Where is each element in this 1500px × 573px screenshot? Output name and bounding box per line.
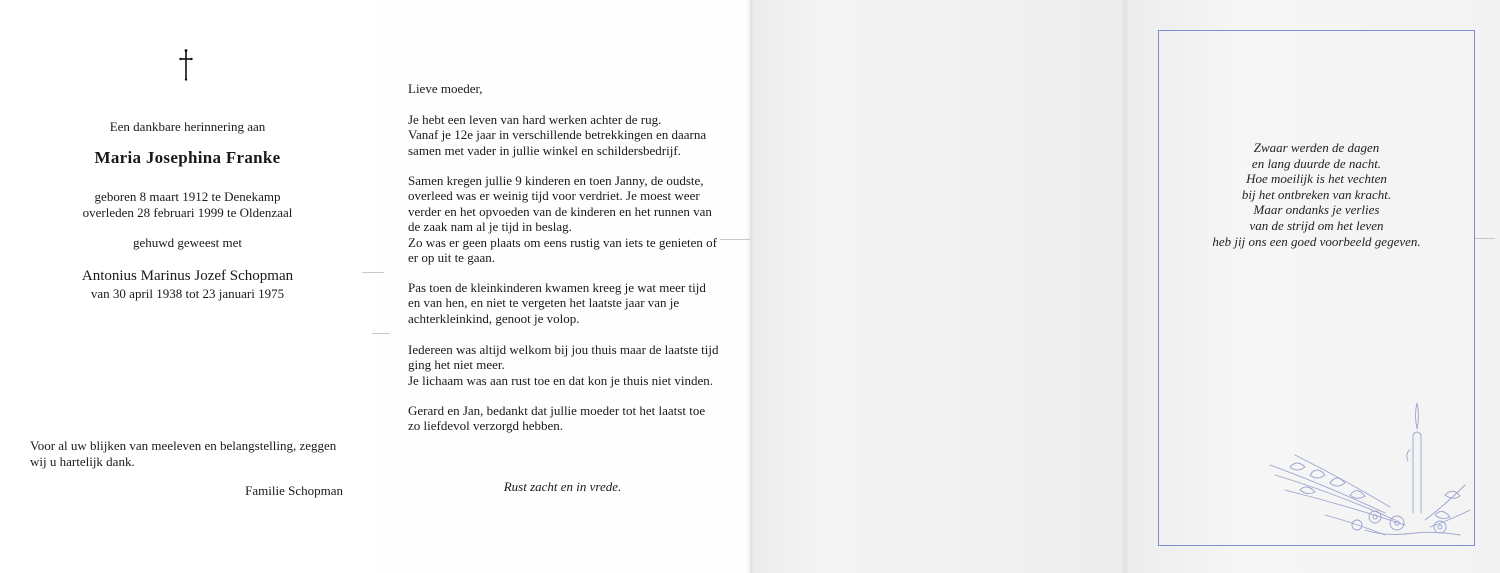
poem-line: Maar ondanks je verlies: [1253, 202, 1380, 218]
letter-line: en van hen, en niet te vergeten het laatste jaar van je: [408, 295, 680, 311]
closing-line: Rust zacht en in vrede.: [503, 479, 622, 494]
letter-paragraph-3: [408, 280, 718, 326]
letter-paragraph-2: [408, 173, 718, 265]
right-fold: [1121, 0, 1129, 573]
poem-line: Hoe moeilijk is het vechten: [1246, 171, 1387, 187]
scan-mark: [372, 333, 390, 334]
letter-line: verder en het opvoeden van de kinderen en het runnen van: [408, 203, 712, 219]
letter-line: de zaak nam al je tijd in beslag.: [408, 219, 572, 235]
letter-line: Gerard en Jan, bedankt dat jullie moeder tot het laatst toe: [408, 403, 706, 418]
letter-line: ging het niet meer.: [408, 357, 505, 373]
letter-line: Vanaf je 12e jaar in verschillende betrekkingen en daarna: [408, 127, 707, 143]
letter-salutation: Lieve moeder,: [408, 81, 483, 96]
marriage-dates: van 30 april 1938 tot 23 januari 1975: [90, 286, 285, 301]
letter-line: samen met vader in jullie winkel en schildersbedrijf.: [408, 142, 681, 158]
poem-line: van de strijd om het leven: [1249, 217, 1384, 233]
letter-line: achterkleinkind, genoot je volop.: [408, 310, 580, 326]
poem-line: heb jij ons een goed voorbeeld gegeven.: [1212, 233, 1421, 249]
poem-line: Zwaar werden de dagen: [1253, 140, 1380, 155]
married-label: gehuwd geweest met: [132, 235, 243, 250]
birth-line: geboren 8 maart 1912 te Denekamp: [94, 189, 281, 204]
deceased-name: Maria Josephina Franke: [94, 148, 281, 167]
letter-paragraph-4: [408, 342, 718, 388]
thanks-line-2: wij u hartelijk dank.: [30, 454, 135, 469]
spouse-name: Antonius Marinus Jozef Schopman: [81, 268, 294, 284]
scan-mark: [720, 239, 750, 240]
letter-line: Pas toen de kleinkinderen kwamen kreeg je wat meer tijd: [408, 280, 706, 295]
family-signature: Familie Schopman: [245, 483, 343, 498]
letter-paragraph-5: [408, 403, 718, 434]
panel-blank: [750, 0, 1125, 573]
letter-line: Je hebt een leven van hard werken achter de rug.: [408, 112, 662, 127]
scan-mark: [362, 272, 384, 273]
cross-icon: [178, 48, 194, 82]
letter-line: Zo was er geen plaats om eens rustig van iets te genieten of: [408, 234, 718, 250]
intro-text: Een dankbare herinnering aan: [109, 119, 266, 134]
letter-line: Je lichaam was aan rust toe en dat kon je thuis niet vinden.: [408, 372, 714, 388]
letter-line: overleed was er weinig tijd voor verdriet. Je moest weer: [408, 188, 700, 204]
letter-line: er op uit te gaan.: [408, 250, 495, 266]
thanks-line-1: Voor al uw blijken van meeleven en belangstelling, zeggen: [30, 438, 337, 453]
floral-illustration: [1265, 395, 1475, 545]
poem-line: en lang duurde de nacht.: [1251, 155, 1382, 171]
letter-line: Samen kregen jullie 9 kinderen en toen Janny, de oudste,: [408, 173, 704, 188]
letter-line: zo liefdevol verzorgd hebben.: [408, 418, 563, 434]
poem: [1158, 140, 1475, 249]
scan-mark: [1475, 238, 1495, 239]
letter-line: Iedereen was altijd welkom bij jou thuis maar de laatste tijd: [408, 342, 719, 357]
death-line: overleden 28 februari 1999 te Oldenzaal: [82, 205, 293, 220]
poem-line: bij het ontbreken van kracht.: [1241, 186, 1392, 202]
letter-paragraph-1: [408, 112, 718, 158]
